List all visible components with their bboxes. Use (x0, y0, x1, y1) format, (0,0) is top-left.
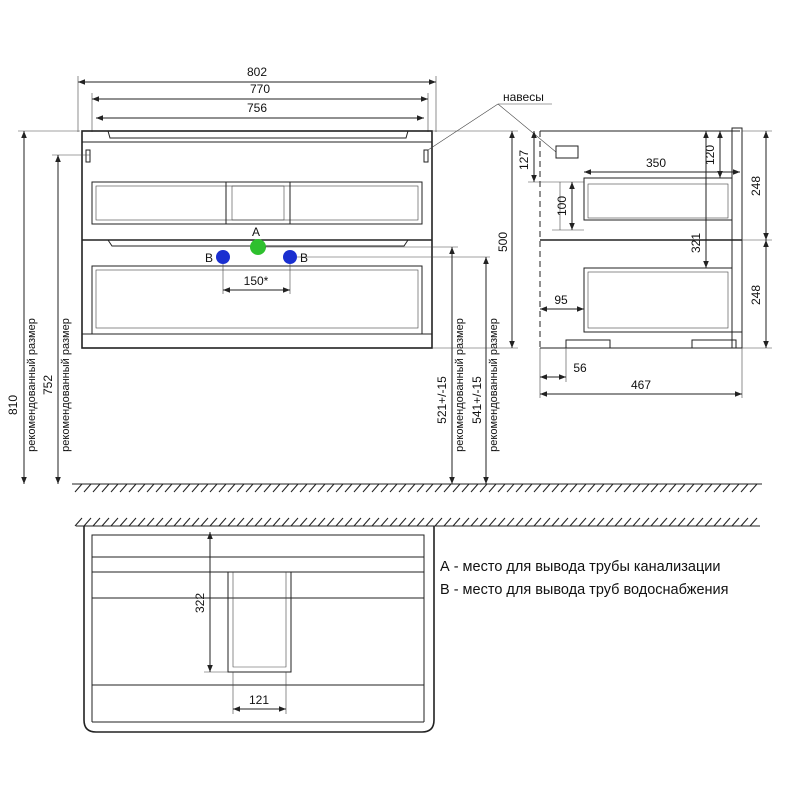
hatch-stroke (732, 484, 739, 492)
hatch-stroke (399, 484, 406, 492)
hatch-stroke (102, 484, 109, 492)
hatch-stroke (669, 484, 676, 492)
hatch-stroke (219, 518, 226, 526)
hatch-stroke (345, 484, 352, 492)
hatch-stroke (228, 484, 235, 492)
hatch-stroke (264, 484, 271, 492)
plan-view (75, 518, 760, 732)
dim-770: 770 (249, 82, 271, 96)
hatch-stroke (705, 484, 712, 492)
hatch-stroke (318, 518, 325, 526)
hatch-stroke (255, 484, 262, 492)
hatch-stroke (174, 484, 181, 492)
dim-95: 95 (554, 293, 568, 307)
hatch-stroke (237, 518, 244, 526)
hatch-stroke (345, 518, 352, 526)
hatch-stroke (336, 484, 343, 492)
dim-752: 752 (41, 374, 55, 396)
hatch-stroke (417, 518, 424, 526)
hatch-stroke (408, 484, 415, 492)
hatch-stroke (327, 518, 334, 526)
hatch-stroke (327, 484, 334, 492)
hatch-stroke (444, 518, 451, 526)
hatch-stroke (210, 518, 217, 526)
hatch-stroke (525, 484, 532, 492)
hatch-stroke (732, 518, 739, 526)
hatch-stroke (534, 518, 541, 526)
hatch-stroke (714, 484, 721, 492)
hatch-stroke (633, 484, 640, 492)
hatch-stroke (606, 484, 613, 492)
dim-541: 541+/-15 (470, 376, 484, 424)
hatch-stroke (552, 484, 559, 492)
hatch-stroke (642, 518, 649, 526)
hatch-stroke (651, 518, 658, 526)
point-b-left-marker (216, 250, 230, 264)
hatch-stroke (318, 484, 325, 492)
hatch-stroke (678, 484, 685, 492)
hatch-stroke (723, 484, 730, 492)
hatch-stroke (534, 484, 541, 492)
dim-120: 120 (703, 144, 717, 166)
hatch-stroke (93, 484, 100, 492)
hatch-stroke (435, 484, 442, 492)
dim-756: 756 (246, 101, 268, 115)
hatch-stroke (246, 484, 253, 492)
hatch-stroke (183, 484, 190, 492)
hatch-stroke (660, 484, 667, 492)
dim-322: 322 (193, 592, 207, 614)
hatch-stroke (165, 484, 172, 492)
hatch-stroke (84, 484, 91, 492)
hatch-stroke (282, 518, 289, 526)
dim-56: 56 (573, 361, 587, 375)
hatch-stroke (588, 518, 595, 526)
hatch-stroke (741, 518, 748, 526)
hatch-stroke (102, 518, 109, 526)
hatch-stroke (615, 484, 622, 492)
recommended-label-521: рекомендованный размер (454, 318, 466, 452)
hatch-stroke (147, 484, 154, 492)
floor-line (72, 484, 762, 492)
dim-521: 521+/-15 (435, 376, 449, 424)
front-view (6, 65, 556, 484)
point-a-marker (250, 239, 266, 255)
hatch-stroke (201, 518, 208, 526)
hatch-stroke (462, 518, 469, 526)
hatch-stroke (264, 518, 271, 526)
hatch-stroke (678, 518, 685, 526)
hatch-stroke (156, 518, 163, 526)
hatch-stroke (597, 484, 604, 492)
hatch-stroke (516, 518, 523, 526)
dim-810: 810 (6, 394, 20, 416)
hatch-stroke (489, 484, 496, 492)
hinge-block (556, 146, 578, 158)
hatch-stroke (597, 518, 604, 526)
hatch-stroke (498, 518, 505, 526)
hatch-stroke (561, 484, 568, 492)
hatch-stroke (174, 518, 181, 526)
dim-150: 150* (243, 274, 269, 288)
dim-350: 350 (645, 156, 667, 170)
hatch-stroke (291, 484, 298, 492)
hatch-stroke (435, 518, 442, 526)
hinges-label: навесы (503, 90, 544, 104)
hatch-stroke (363, 518, 370, 526)
hatch-stroke (120, 518, 127, 526)
hatch-stroke (111, 518, 118, 526)
hatch-stroke (579, 518, 586, 526)
hatch-stroke (201, 484, 208, 492)
hatch-stroke (75, 484, 82, 492)
hatch-stroke (615, 518, 622, 526)
hatch-stroke (723, 518, 730, 526)
hatch-stroke (543, 484, 550, 492)
hatch-stroke (246, 518, 253, 526)
hatch-stroke (507, 518, 514, 526)
hatch-stroke (471, 484, 478, 492)
hatch-stroke (309, 518, 316, 526)
point-a-label: A (251, 225, 261, 239)
hatch-stroke (552, 518, 559, 526)
dim-100: 100 (555, 195, 569, 217)
hatch-stroke (750, 484, 757, 492)
hatch-stroke (93, 518, 100, 526)
hatch-stroke (696, 518, 703, 526)
hatch-stroke (606, 518, 613, 526)
hatch-stroke (183, 518, 190, 526)
hatch-stroke (210, 484, 217, 492)
hatch-stroke (273, 518, 280, 526)
hatch-stroke (741, 484, 748, 492)
hatch-stroke (489, 518, 496, 526)
hatch-stroke (138, 484, 145, 492)
hatch-stroke (372, 484, 379, 492)
point-b-right-marker (283, 250, 297, 264)
hatch-stroke (444, 484, 451, 492)
hatch-stroke (192, 518, 199, 526)
hatch-stroke (498, 484, 505, 492)
hatch-stroke (714, 518, 721, 526)
hatch-stroke (372, 518, 379, 526)
recommended-label-752: рекомендованный размер (60, 318, 72, 452)
hatch-stroke (669, 518, 676, 526)
hatch-stroke (228, 518, 235, 526)
hatch-stroke (255, 518, 262, 526)
hatch-stroke (750, 518, 757, 526)
dim-248-bottom: 248 (749, 284, 763, 306)
hatch-stroke (687, 484, 694, 492)
hatch-stroke (687, 518, 694, 526)
hatch-stroke (129, 484, 136, 492)
hatch-stroke (336, 518, 343, 526)
hatch-stroke (570, 484, 577, 492)
hatch-stroke (633, 518, 640, 526)
hatch-stroke (705, 518, 712, 526)
hatch-stroke (480, 484, 487, 492)
hatch-stroke (696, 484, 703, 492)
dim-802: 802 (246, 65, 268, 79)
hatch-stroke (642, 484, 649, 492)
hatch-stroke (543, 518, 550, 526)
hatch-stroke (84, 518, 91, 526)
hatch-stroke (390, 484, 397, 492)
hatch-stroke (651, 484, 658, 492)
side-view (517, 128, 772, 398)
hatch-stroke (426, 484, 433, 492)
hatch-stroke (516, 484, 523, 492)
point-b-left-label: B (204, 251, 214, 265)
hatch-stroke (111, 484, 118, 492)
hatch-stroke (624, 484, 631, 492)
hatch-stroke (147, 518, 154, 526)
hatch-stroke (507, 484, 514, 492)
dim-127: 127 (517, 149, 531, 171)
recommended-label-541: рекомендованный размер (488, 318, 500, 452)
hatch-stroke (219, 484, 226, 492)
hatch-stroke (561, 518, 568, 526)
hatch-stroke (462, 484, 469, 492)
dim-248-top: 248 (749, 175, 763, 197)
hatch-stroke (588, 484, 595, 492)
hatch-stroke (273, 484, 280, 492)
hatch-stroke (120, 484, 127, 492)
hatch-stroke (138, 518, 145, 526)
hatch-stroke (480, 518, 487, 526)
hatch-stroke (390, 518, 397, 526)
dim-121: 121 (248, 693, 270, 707)
point-b-right-label: B (299, 251, 309, 265)
legend-a: А - место для вывода трубы канализации (440, 559, 721, 575)
recommended-label-810: рекомендованный размер (26, 318, 38, 452)
hatch-stroke (237, 484, 244, 492)
hatch-stroke (165, 518, 172, 526)
hatch-stroke (624, 518, 631, 526)
hatch-stroke (399, 518, 406, 526)
hatch-stroke (75, 518, 82, 526)
hatch-stroke (570, 518, 577, 526)
hatch-stroke (381, 484, 388, 492)
hatch-stroke (192, 484, 199, 492)
dim-500: 500 (496, 231, 510, 253)
dim-321: 321 (689, 232, 703, 254)
hatch-stroke (471, 518, 478, 526)
hatch-stroke (579, 484, 586, 492)
hatch-stroke (300, 484, 307, 492)
dim-467: 467 (630, 378, 652, 392)
hatch-stroke (408, 518, 415, 526)
hatch-stroke (525, 518, 532, 526)
hatch-stroke (363, 484, 370, 492)
legend-b: В - место для вывода труб водоснабжения (440, 582, 729, 598)
hatch-stroke (453, 484, 460, 492)
hatch-stroke (282, 484, 289, 492)
hatch-stroke (291, 518, 298, 526)
hatch-stroke (156, 484, 163, 492)
hatch-stroke (660, 518, 667, 526)
hatch-stroke (129, 518, 136, 526)
hatch-stroke (354, 518, 361, 526)
hatch-stroke (354, 484, 361, 492)
hatch-stroke (381, 518, 388, 526)
hatch-stroke (426, 518, 433, 526)
hatch-stroke (417, 484, 424, 492)
legend (440, 559, 728, 598)
hatch-stroke (453, 518, 460, 526)
hatch-stroke (300, 518, 307, 526)
hatch-stroke (309, 484, 316, 492)
